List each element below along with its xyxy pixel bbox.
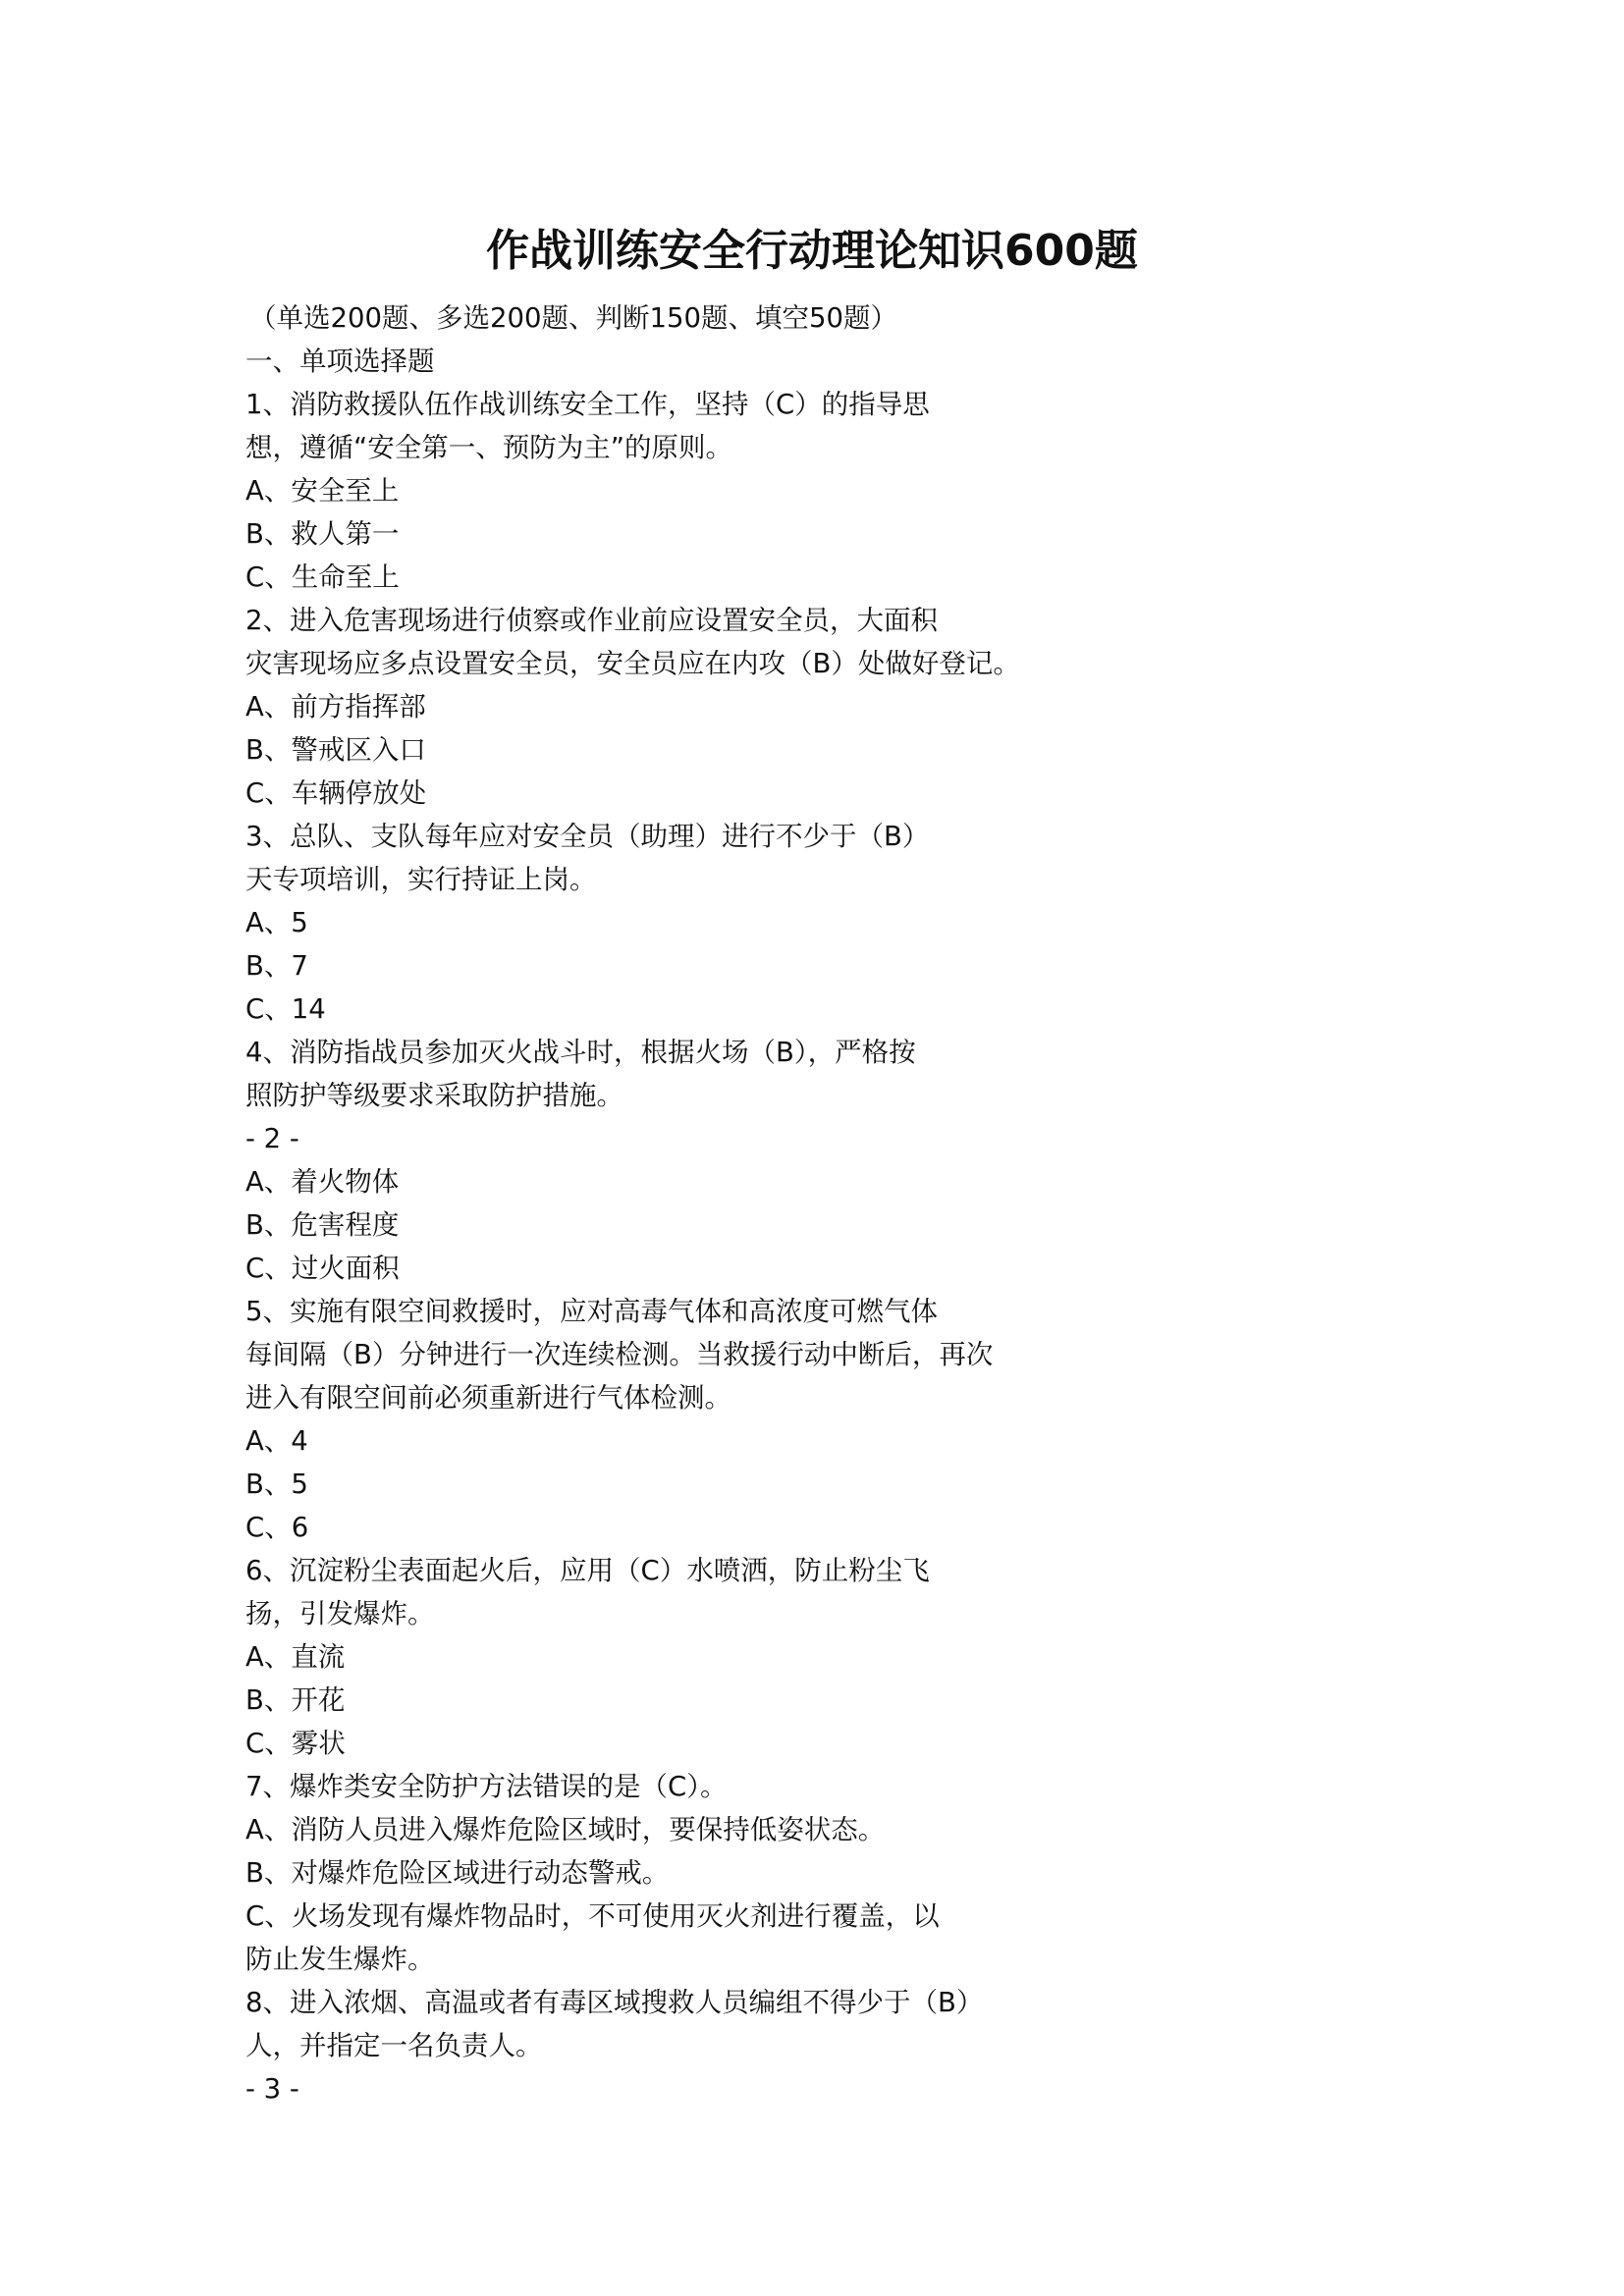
answer-option: 防止发生爆炸。 <box>245 1944 435 1975</box>
question-text: 8、进入浓烟、高温或者有毒区域搜救人员编组不得少于（B） <box>245 1987 984 2018</box>
question-text: 照防护等级要求采取防护措施。 <box>245 1080 623 1111</box>
answer-option: C、雾状 <box>245 1728 346 1759</box>
answer-option: C、生命至上 <box>245 561 400 593</box>
question-count-summary: （单选200题、多选200题、判断150题、填空50题） <box>249 302 897 334</box>
question-text: 4、消防指战员参加灭火战斗时，根据火场（B），严格按 <box>245 1037 916 1068</box>
answer-option: C、6 <box>245 1512 309 1543</box>
answer-option: A、消防人员进入爆炸危险区域时，要保持低姿状态。 <box>245 1814 886 1845</box>
document-title: 作战训练安全行动理论知识600题 <box>486 226 1138 276</box>
answer-option: C、过火面积 <box>245 1253 400 1284</box>
answer-option: B、警戒区入口 <box>245 734 426 766</box>
answer-option: B、开花 <box>245 1684 346 1716</box>
question-text: 5、实施有限空间救援时，应对高毒气体和高浓度可燃气体 <box>245 1296 938 1327</box>
answer-option: A、前方指挥部 <box>245 691 426 722</box>
answer-option: A、4 <box>245 1425 308 1457</box>
question-text: 1、消防救援队伍作战训练安全工作，坚持（C）的指导思 <box>245 389 930 420</box>
answer-option: A、直流 <box>245 1641 346 1673</box>
answer-option: B、对爆炸危险区域进行动态警戒。 <box>245 1857 670 1889</box>
section-heading: 一、单项选择题 <box>245 346 435 377</box>
answer-option: B、救人第一 <box>245 518 400 550</box>
question-text: 天专项培训，实行持证上岗。 <box>245 864 597 895</box>
question-text: 6、沉淀粉尘表面起火后，应用（C）水喷洒，防止粉尘飞 <box>245 1555 930 1586</box>
answer-option: C、车辆停放处 <box>245 777 427 809</box>
question-text: 3、总队、支队每年应对安全员（助理）进行不少于（B） <box>245 821 930 852</box>
answer-option: A、安全至上 <box>245 475 400 507</box>
question-text: 进入有限空间前必须重新进行气体检测。 <box>245 1382 731 1414</box>
answer-option: A、5 <box>245 907 308 938</box>
answer-option: B、危害程度 <box>245 1209 400 1241</box>
answer-option: C、火场发现有爆炸物品时，不可使用灭火剂进行覆盖，以 <box>245 1900 940 1932</box>
question-text: 7、爆炸类安全防护方法错误的是（C）。 <box>245 1771 728 1802</box>
page-number: - 3 - <box>245 2073 299 2105</box>
answer-option: B、7 <box>245 950 308 982</box>
question-text: 想，遵循“安全第一、预防为主”的原则。 <box>245 432 732 463</box>
question-text: 灾害现场应多点设置安全员，安全员应在内攻（B）处做好登记。 <box>245 648 1020 679</box>
answer-option: A、着火物体 <box>245 1166 400 1198</box>
question-text: 2、进入危害现场进行侦察或作业前应设置安全员，大面积 <box>245 605 938 636</box>
question-text: 扬，引发爆炸。 <box>245 1598 435 1629</box>
answer-option: C、14 <box>245 993 326 1025</box>
question-text: 每间隔（B）分钟进行一次连续检测。当救援行动中断后，再次 <box>245 1339 994 1370</box>
answer-option: B、5 <box>245 1468 308 1500</box>
question-text: 人，并指定一名负责人。 <box>245 2030 543 2061</box>
page-number: - 2 - <box>245 1123 299 1154</box>
